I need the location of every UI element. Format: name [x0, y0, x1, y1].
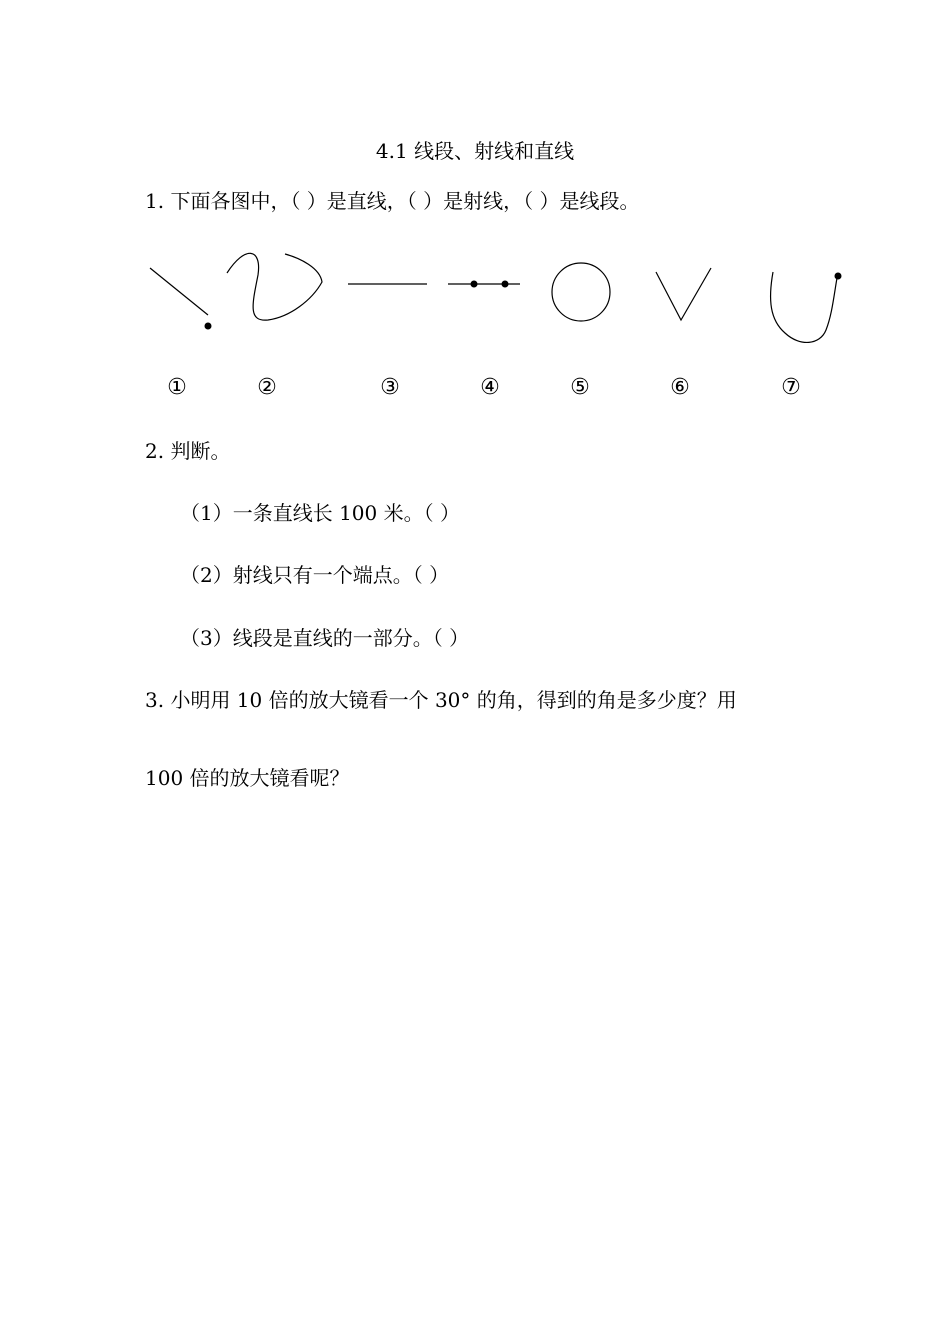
figure-label-3: ③	[380, 375, 400, 400]
figure-label-7: ⑦	[781, 375, 801, 400]
figure-6-angle	[656, 268, 711, 320]
question-2-item-3: （3）线段是直线的一部分。（ ）	[180, 626, 470, 650]
question-2-item-2: （2）射线只有一个端点。（ ）	[180, 563, 450, 587]
figure-5-circle	[552, 263, 610, 321]
question-3-line-2: 100 倍的放大镜看呢？	[145, 766, 350, 790]
question-2-heading: 2. 判断。	[145, 439, 231, 463]
figure-label-5: ⑤	[570, 375, 590, 400]
question-1-text: 1. 下面各图中，（ ）是直线，（ ）是射线，（ ）是线段。	[145, 189, 640, 213]
question-2-item-1: （1）一条直线长 100 米。（ ）	[180, 501, 460, 525]
figure-label-6: ⑥	[670, 375, 690, 400]
question-3-line-1: 3. 小明用 10 倍的放大镜看一个 30° 的角，得到的角是多少度？用	[145, 688, 737, 712]
figure-7-u-curve	[771, 272, 842, 342]
figures-row	[0, 240, 950, 360]
page-title: 4.1 线段、射线和直线	[375, 139, 575, 163]
figure-1-ray	[150, 268, 212, 330]
figure-label-2: ②	[257, 375, 277, 400]
figure-label-4: ④	[480, 375, 500, 400]
figure-label-1: ①	[167, 375, 187, 400]
figure-2-curve	[227, 253, 322, 320]
figure-4-segment-points	[448, 281, 520, 288]
